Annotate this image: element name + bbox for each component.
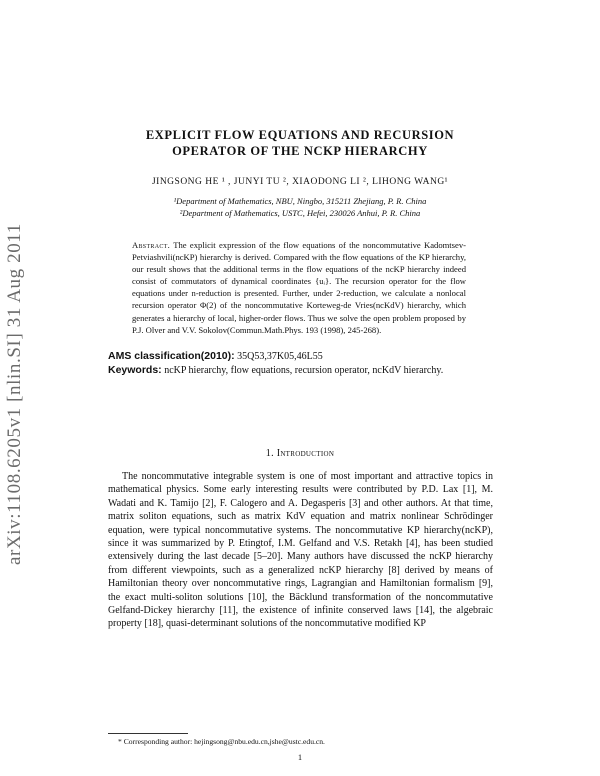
intro-paragraph: The noncommutative integrable system is one of most important and attractive topics in mathematical physics. Some early interesting results were contributed by P.D. Lax [1], M. Wadati and K. Tamijo [2], F. Calogero and A. Degasperis [3] and other authors. At that time, matrix soliton equations, such as matrix KdV equation and matrix nonlinear Schrödinger equation, were typical noncommutative systems. The noncommutative KP hierarchy(ncKP), since it was summarized by P. Etingtof, I.M. Gelfand and V.S. Retakh [4], has been studied extensively during the last decade [5–20]. Many authors have discussed the ncKP hierarchy from different viewpoints, such as a generalized ncKP hierarchy [8] derived by means of Hamiltonian theory over noncommutative rings, Lagrangian and Hamiltonian formalism [9], the exact multi-soliton solutions [10], the Bäcklund transformation of the noncommutative Gelfand-Dickey hierarchy [11], the existence of infinite conserved laws [14], the algebraic property [18], quasi-determinant solutions of the noncommutative modified KP — [108, 471, 493, 630]
arxiv-side-stamp: arXiv:1108.6205v1 [nlin.SI] 31 Aug 2011 — [4, 223, 25, 565]
abstract-label: Abstract. — [132, 240, 171, 250]
keywords-value: ncKP hierarchy, flow equations, recursion operator, ncKdV hierarchy. — [164, 365, 444, 376]
affiliation-1: ¹Department of Mathematics, NBU, Ningbo, 315211 Zhejiang, P. R. China — [173, 196, 427, 206]
ams-value: 35Q53,37K05,46L55 — [237, 351, 323, 362]
footnote-rule — [108, 733, 188, 734]
keywords-label: Keywords: — [108, 364, 162, 376]
ams-classification — [108, 350, 493, 363]
keywords — [108, 364, 493, 377]
abstract — [132, 239, 466, 336]
title-line-2: OPERATOR OF THE NCKP HIERARCHY — [172, 144, 428, 158]
author-list: JINGSONG HE ¹ , JUNYI TU ², XIAODONG LI ², LIHONG WANG¹ — [151, 177, 449, 187]
page-number: 1 — [297, 752, 303, 762]
section-heading: 1. Introduction — [265, 448, 335, 459]
footnote: * Corresponding author: hejingsong@nbu.edu.cn,jshe@ustc.edu.cn. — [118, 737, 325, 746]
ams-label: AMS classification(2010): — [108, 350, 235, 362]
affiliation-2: ²Department of Mathematics, USTC, Hefei, 230026 Anhui, P. R. China — [179, 208, 421, 218]
paper-title — [100, 127, 500, 159]
title-line-1: EXPLICIT FLOW EQUATIONS AND RECURSION — [145, 128, 455, 142]
abstract-text: The explicit expression of the flow equations of the noncommutative Kadomtsev-Petviashvili(ncKP) hierarchy is derived. Compared with the flow equations of the KP hierarchy, our result shows that the additional terms in the flow equations of the ncKP hierarchy indeed consist of commutators of dynamical coordinates {uᵢ}. The recursion operator for the flow equations under n-reduction is presented. Further, under 2-reduction, we calculate a nonlocal recursion operator Φ(2) of the noncommutative Korteweg-de Vries(ncKdV) hierarchy, which generates a hierarchy of local, higher-order flows. Thus we solve the open problem proposed by P.J. Olver and V.V. Sokolov(Commun.Math.Phys. 193 (1998), 245-268). — [132, 240, 467, 335]
affiliations — [100, 195, 500, 219]
